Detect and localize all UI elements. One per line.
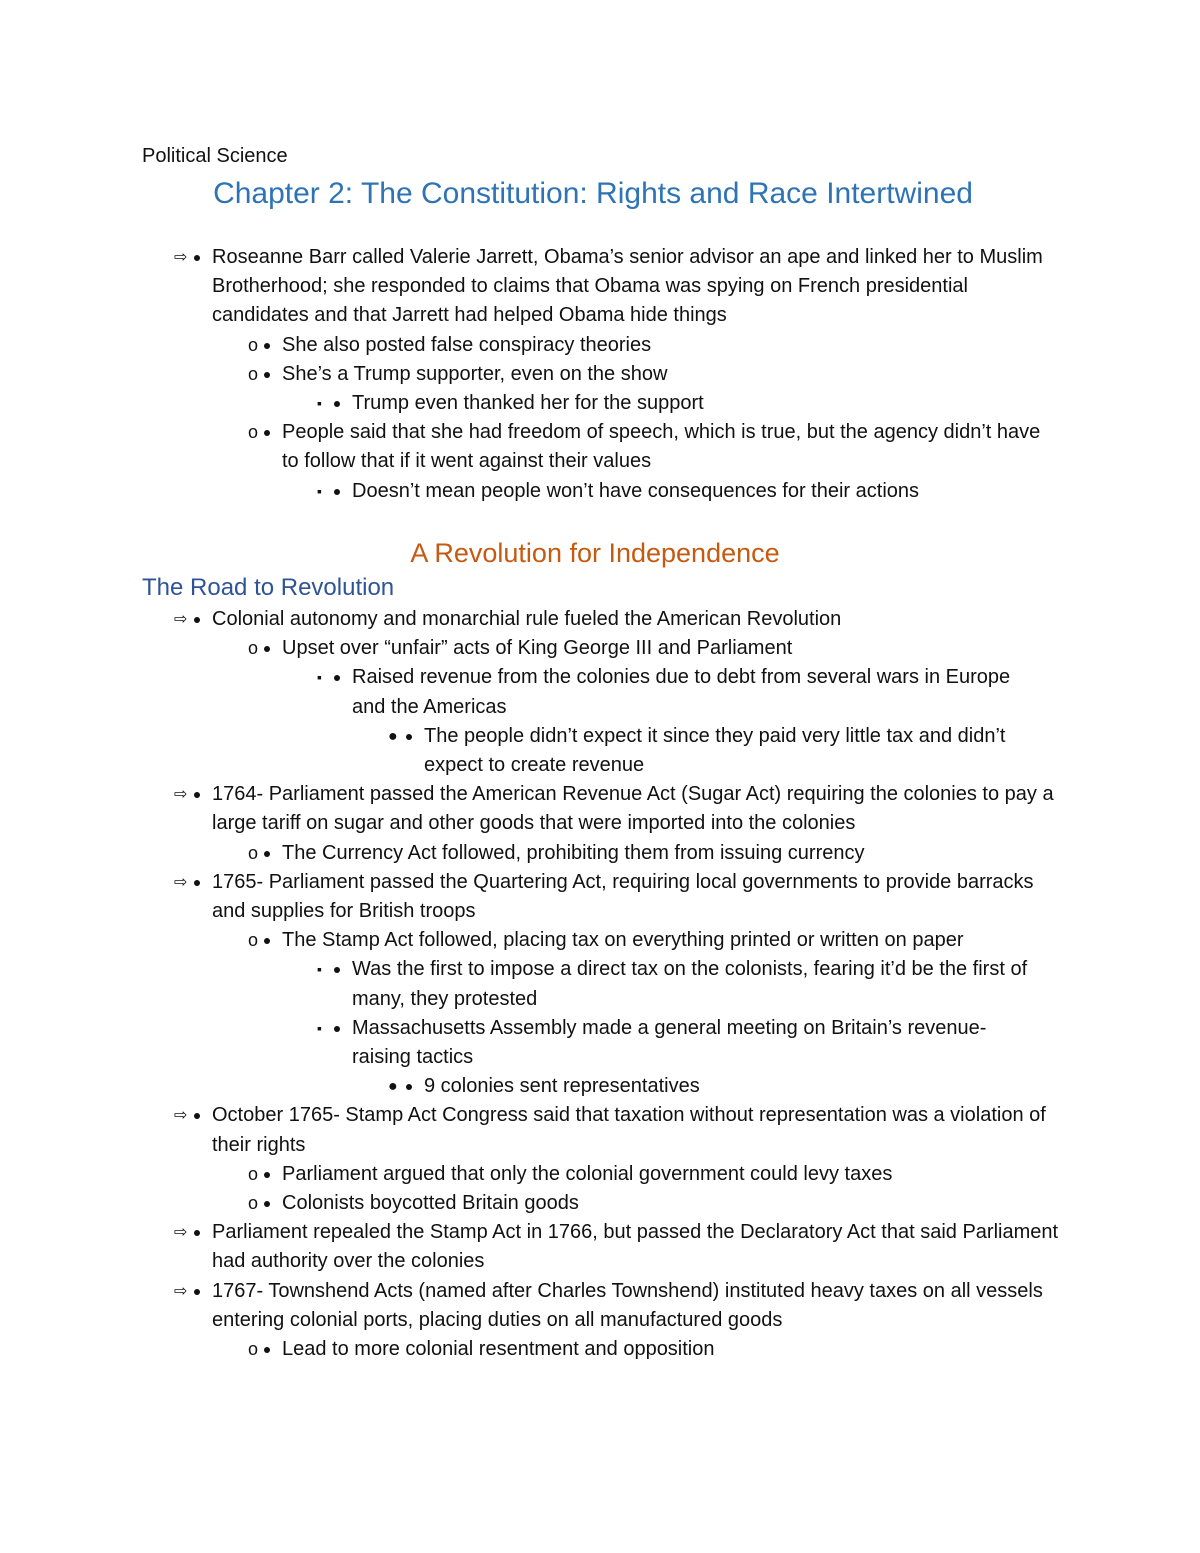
dot-bullet-icon: • ● xyxy=(388,727,398,745)
circle-bullet-icon: • o xyxy=(248,930,259,951)
chapter-title: Chapter 2: The Constitution: Rights and Race Intertwined xyxy=(213,177,973,210)
list-item xyxy=(248,1189,1062,1218)
circle-bullet-icon: • o xyxy=(248,1163,259,1184)
list-item xyxy=(317,389,1042,418)
revolution-bullet-list xyxy=(0,605,1200,1364)
circle-bullet-icon: • o xyxy=(248,363,259,384)
list-item-text: The Stamp Act followed, placing tax on everything printed or written on paper xyxy=(282,929,964,952)
list-item xyxy=(388,722,1024,780)
list-item-text: The people didn’t expect it since they paid very little tax and didn’t expect to create revenue xyxy=(424,724,1006,777)
list-item-text: The Currency Act followed, prohibiting them from issuing currency xyxy=(282,841,865,864)
list-item-text: Upset over “unfair” acts of King George III and Parliament xyxy=(282,637,793,660)
list-item-text: Parliament argued that only the colonial government could levy taxes xyxy=(282,1162,893,1185)
list-item-text: October 1765- Stamp Act Congress said that taxation without representation was a violation of their rights xyxy=(212,1104,1046,1156)
list-item xyxy=(248,839,1062,868)
circle-bullet-icon: • o xyxy=(248,1193,259,1214)
list-item xyxy=(248,1335,1062,1364)
list-item xyxy=(317,477,1042,506)
square-bullet-icon: • ▪ xyxy=(317,669,322,686)
arrow-bullet-icon: • ⇨ xyxy=(174,1282,188,1300)
list-item-text: Roseanne Barr called Valerie Jarrett, Obama’s senior advisor an ape and linked her to Muslim Brotherhood; she responded to claims that Obama was spying on French presidential candidates and that Jarrett had helped Obama hide things xyxy=(212,246,1043,327)
list-item-text: Colonists boycotted Britain goods xyxy=(282,1192,579,1215)
list-item-text: She also posted false conspiracy theories xyxy=(282,333,652,356)
arrow-bullet-icon: • ⇨ xyxy=(174,1107,188,1125)
list-item-text: Colonial autonomy and monarchial rule fueled the American Revolution xyxy=(212,608,842,630)
list-item xyxy=(388,1072,1024,1101)
list-item-text: Was the first to impose a direct tax on the colonists, fearing it’d be the first of many, they protested xyxy=(352,958,1028,1010)
list-item-text: Trump even thanked her for the support xyxy=(352,392,704,415)
list-item xyxy=(317,663,1042,721)
circle-bullet-icon: • o xyxy=(248,422,259,443)
circle-bullet-icon: • o xyxy=(248,334,259,355)
square-bullet-icon: • ▪ xyxy=(317,961,322,978)
list-item xyxy=(174,1277,1062,1335)
list-item xyxy=(248,1160,1062,1189)
list-item-text: 9 colonies sent representatives xyxy=(424,1075,700,1098)
square-bullet-icon: • ▪ xyxy=(317,395,322,412)
intro-bullet-list xyxy=(0,243,1200,506)
list-item xyxy=(174,1218,1062,1276)
list-item-text: Massachusetts Assembly made a general meeting on Britain’s revenue-raising tactics xyxy=(352,1016,987,1069)
list-item-text: 1764- Parliament passed the American Revenue Act (Sugar Act) requiring the colonies to pay a large tariff on sugar and other goods that were imported into the colonies xyxy=(212,783,1054,835)
list-item xyxy=(174,605,1062,634)
course-name: Political Science xyxy=(142,145,288,167)
circle-bullet-icon: • o xyxy=(248,842,259,863)
circle-bullet-icon: • o xyxy=(248,638,259,659)
list-item xyxy=(174,868,1062,926)
list-item xyxy=(317,1014,1042,1072)
list-item-text: 1767- Townshend Acts (named after Charles Townshend) instituted heavy taxes on all vessels entering colonial ports, placing duties on all manufactured goods xyxy=(212,1279,1043,1331)
list-item-text: People said that she had freedom of speech, which is true, but the agency didn’t have to follow that if it went against their values xyxy=(282,421,1041,473)
list-item xyxy=(248,331,1062,360)
list-item-text: Parliament repealed the Stamp Act in 1766, but passed the Declaratory Act that said Parliament had authority over the colonies xyxy=(212,1221,1059,1273)
list-item xyxy=(248,634,1062,663)
list-item-text: She’s a Trump supporter, even on the show xyxy=(282,362,668,385)
list-item-text: 1765- Parliament passed the Quartering Act, requiring local governments to provide barracks and supplies for British troops xyxy=(212,870,1034,923)
arrow-bullet-icon: • ⇨ xyxy=(174,249,188,266)
section-title: A Revolution for Independence xyxy=(410,538,780,568)
list-item xyxy=(174,243,1062,331)
circle-bullet-icon: • o xyxy=(248,1339,259,1360)
dot-bullet-icon: • ● xyxy=(388,1078,398,1096)
arrow-bullet-icon: • ⇨ xyxy=(174,873,188,891)
square-bullet-icon: • ▪ xyxy=(317,482,322,499)
list-item-text: Doesn’t mean people won’t have consequences for their actions xyxy=(352,479,920,502)
list-item xyxy=(174,780,1062,838)
square-bullet-icon: • ▪ xyxy=(317,1019,322,1036)
arrow-bullet-icon: • ⇨ xyxy=(174,1224,188,1242)
list-item-text: Lead to more colonial resentment and opposition xyxy=(282,1338,715,1361)
list-item xyxy=(317,955,1042,1013)
list-item xyxy=(248,418,1062,476)
subsection-title: The Road to Revolution xyxy=(142,574,395,601)
arrow-bullet-icon: • ⇨ xyxy=(174,611,188,628)
arrow-bullet-icon: • ⇨ xyxy=(174,786,188,804)
list-item xyxy=(248,360,1062,389)
list-item xyxy=(174,1101,1062,1159)
list-item-text: Raised revenue from the colonies due to debt from several wars in Europe and the Americas xyxy=(352,666,1011,718)
list-item xyxy=(248,926,1062,955)
